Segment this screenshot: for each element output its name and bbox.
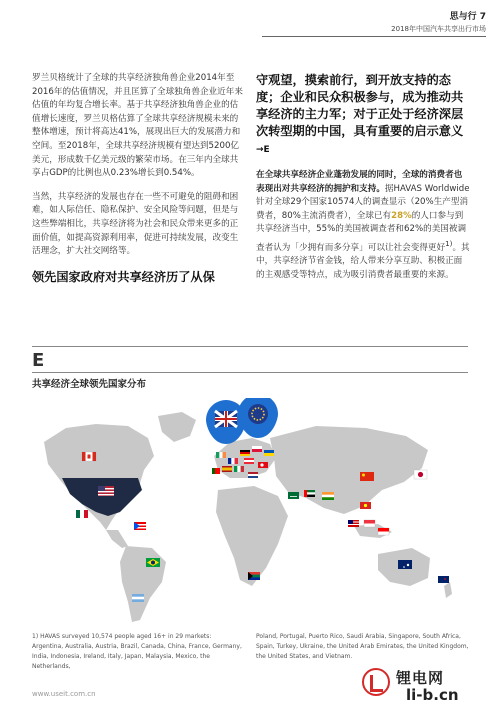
indonesia-flag bbox=[378, 528, 389, 535]
canada-flag bbox=[82, 452, 96, 461]
north-america-landmass bbox=[44, 424, 154, 530]
saudi-arabia-flag bbox=[288, 492, 299, 499]
eu-pin bbox=[238, 398, 278, 438]
central-america-landmass bbox=[106, 530, 128, 548]
left-heading: 领先国家政府对共享经济历了从保 bbox=[32, 269, 215, 284]
left-paragraph-1: 罗兰贝格统计了全球的共享经济独角兽企业2014年至2016年的估值情况，并且匡算了全球独角兽企业近年来估值的年均复合增长率。基于共享经济独角兽企业的估值增长速度，罗兰贝格估算了全球共享经济规模未来的整体增速，预计将高达41%，展现出巨大的发展潜力和空间。至2018年，全球共享经济规模有望达到5200亿美元，形成数千亿美元级的繁荣市场。在三年内全球共享占GDP的比例也从0.23%增长到0.54%。 bbox=[32, 73, 243, 179]
india-flag bbox=[322, 492, 334, 500]
heading-figure-ref: →E bbox=[256, 145, 270, 155]
africa-landmass bbox=[216, 486, 288, 586]
page-header bbox=[0, 0, 500, 50]
brazil-flag bbox=[146, 558, 160, 567]
footnote-right: Poland, Portugal, Puerto Rico, Saudi Arabia, Singapore, South Africa, Spain, Turkey, Ukraine, the United Arab Emirates, the United Kingdom, the United States, and Vietnam. bbox=[256, 633, 469, 660]
argentina-flag bbox=[132, 594, 144, 602]
left-column bbox=[32, 72, 244, 286]
header-rule bbox=[262, 36, 486, 37]
right-paragraph bbox=[256, 169, 470, 283]
header-title: 思与行 7 bbox=[449, 12, 486, 22]
asia-landmass bbox=[270, 426, 428, 514]
uae-flag bbox=[304, 490, 315, 497]
mexico-flag bbox=[76, 510, 88, 518]
puerto-rico-flag bbox=[134, 522, 146, 530]
watermark-en: li-b.cn bbox=[406, 686, 459, 704]
japan-flag bbox=[414, 470, 427, 479]
south-africa-flag bbox=[248, 572, 260, 580]
watermark-icon bbox=[362, 668, 390, 696]
vietnam-flag bbox=[360, 502, 371, 509]
new-zealand-flag bbox=[438, 576, 449, 583]
right-heading bbox=[256, 72, 470, 159]
malaysia-flag bbox=[348, 520, 359, 527]
right-body-b: 的人口参与到共享经济当中，55%的美国被调查者和62%的美国被调查者认为「少拥有而多分享」可以让社会变得更好 bbox=[256, 210, 467, 253]
section-title: 共享经济全球领先国家分布 bbox=[32, 379, 147, 390]
singapore-flag bbox=[364, 520, 375, 527]
greenland-landmass bbox=[158, 412, 196, 442]
section-mid-rule bbox=[32, 372, 468, 373]
right-lead: 在全球共享经济企业蓬勃发展的同时，全球的消费者也表现出对共享经济的拥护和支持。 bbox=[256, 170, 463, 194]
footer-url[interactable]: www.useit.com.cn bbox=[32, 690, 96, 698]
highlight-28-percent: 28% bbox=[391, 210, 412, 221]
new-zealand-landmass bbox=[444, 582, 452, 598]
south-america-landmass bbox=[120, 546, 166, 622]
section-top-rule bbox=[32, 346, 468, 347]
watermark-logo bbox=[362, 666, 492, 706]
section-letter: E bbox=[32, 350, 45, 371]
australia-flag bbox=[398, 560, 412, 569]
header-subtitle: 2018年中国汽车共享出行市场 bbox=[391, 25, 486, 33]
right-column bbox=[256, 72, 470, 293]
world-map bbox=[26, 398, 476, 630]
right-heading-text: 守观望，摸索前行，到开放支持的态度；企业和民众积极参与，成为推动共享经济的主力军；对于正处于经济深层次转型期的中国，具有重要的启示意义 bbox=[256, 73, 464, 138]
china-flag bbox=[360, 472, 374, 481]
left-paragraph-2: 当然，共享经济的发展也存在一些不可避免的阻碍和困难，如人际信任、隐私保护、安全风险等问题，但是与这些弊端相比，共享经济将为社会和民众带来更多的正面价值，如提高资源利用率，促进可持续发展，改变生活理念，扩大社交网络等。 bbox=[32, 191, 239, 257]
right-body-c: 。其中，共享经济节省金钱，给人带来分享互助、积极正面的主观感受等特点，成为吸引消费者最重要的来源。 bbox=[256, 242, 470, 281]
usa-highlight bbox=[62, 478, 142, 516]
footnote-ref: 1) bbox=[445, 238, 453, 248]
usa-flag bbox=[98, 486, 114, 496]
footnote-left: 1) HAVAS surveyed 10,574 people aged 16+ in 29 markets: Argentina, Australia, Austria, Brazil, Canada, China, France, Germany, India, Indonesia, Ireland, Italy, Japan, Malaysia, Mexico, the Netherlands, bbox=[32, 633, 242, 670]
right-body-a: 据HAVAS Worldwide针对全球29个国家10574人的调查显示（20%生产型消费者，80%主流消费者），全球已有 bbox=[256, 183, 470, 221]
watermark-cn: 锂电网 bbox=[396, 669, 445, 687]
